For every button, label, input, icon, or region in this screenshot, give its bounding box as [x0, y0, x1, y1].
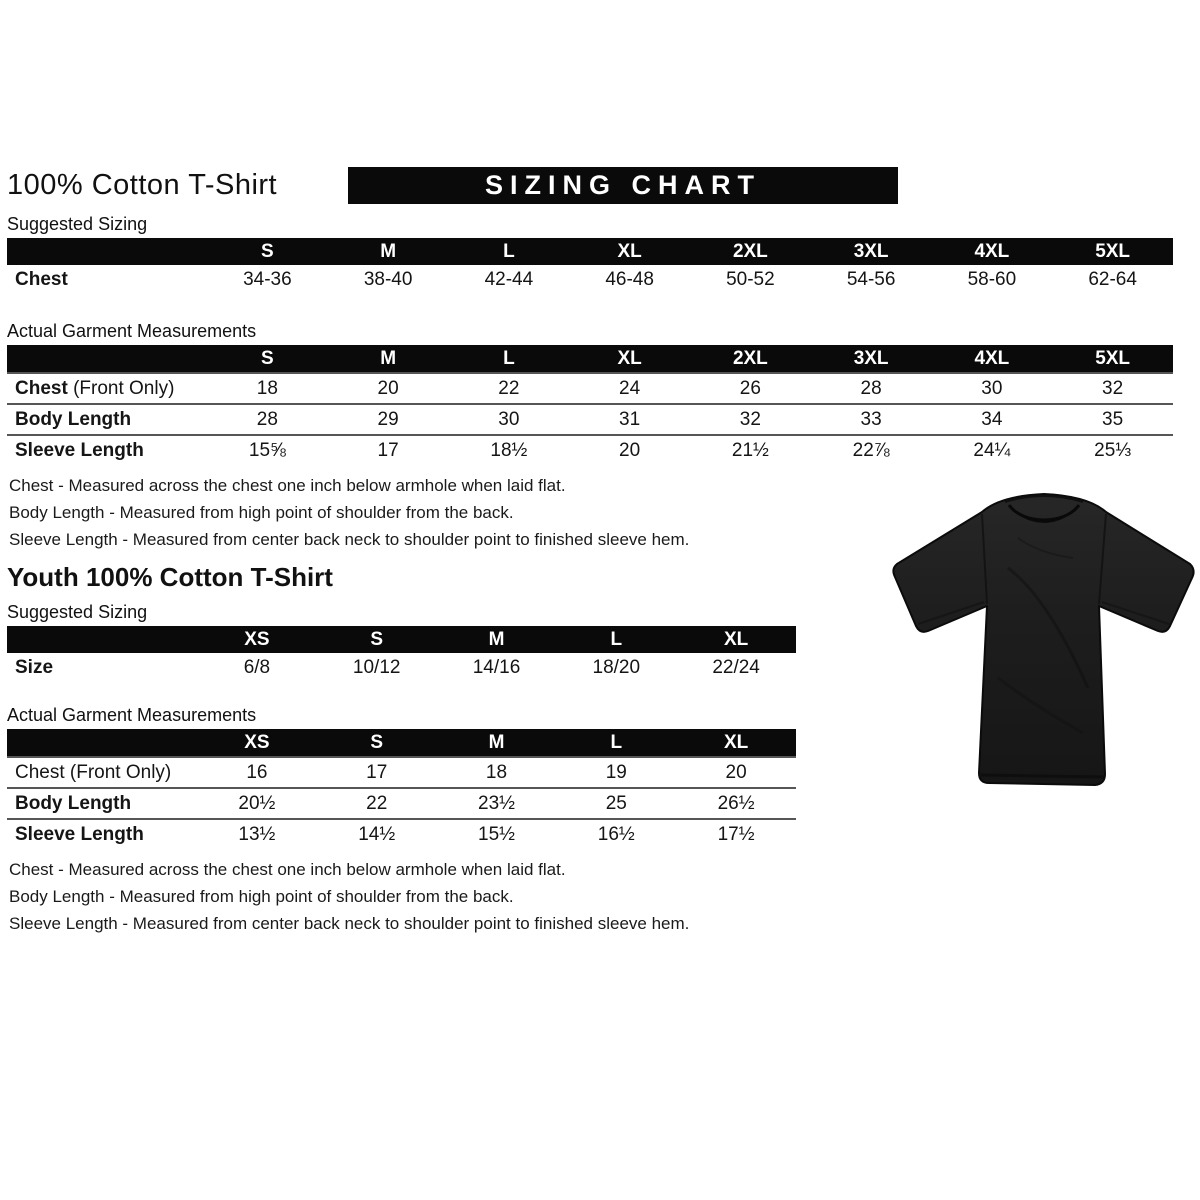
column-header: 5XL: [1052, 345, 1173, 373]
value-cell: 23½: [437, 788, 557, 819]
value-cell: 46-48: [605, 269, 654, 290]
column-header: M: [437, 626, 557, 653]
sizing-chart-banner: SIZING CHART: [348, 167, 898, 204]
value-cell: 25⅓: [1052, 435, 1173, 465]
row-label: Chest: [15, 269, 68, 290]
column-header: XL: [676, 729, 796, 757]
row-label: Sleeve Length: [7, 819, 197, 849]
value-cell: 26: [690, 373, 811, 404]
header-spacer: [7, 345, 207, 373]
column-header: 3XL: [811, 345, 932, 373]
note-line: Sleeve Length - Measured from center back neck to shoulder point to finished sleeve hem.: [9, 914, 690, 933]
value-cell: 15½: [437, 819, 557, 849]
header-spacer: [7, 238, 207, 265]
adult-suggested-sizing-table: [7, 238, 1173, 295]
value-cell: 21½: [690, 435, 811, 465]
value-cell: 22: [449, 373, 570, 404]
value-cell: 22: [317, 788, 437, 819]
value-cell: 15⅝: [207, 435, 328, 465]
row-label: Body Length: [7, 404, 207, 435]
column-header: XS: [197, 729, 317, 757]
value-cell: 20: [328, 373, 449, 404]
header-row: [7, 166, 1193, 204]
value-cell: 30: [449, 404, 570, 435]
note-line: Chest - Measured across the chest one inch below armhole when laid flat.: [9, 860, 566, 879]
column-header: M: [437, 729, 557, 757]
value-cell: 31: [569, 404, 690, 435]
value-cell: 29: [328, 404, 449, 435]
column-header: S: [317, 626, 437, 653]
value-cell: 34: [932, 404, 1053, 435]
value-cell: 35: [1052, 404, 1173, 435]
value-cell: 24: [569, 373, 690, 404]
value-cell: 28: [207, 404, 328, 435]
column-header: 4XL: [932, 345, 1053, 373]
table-row: [7, 404, 1173, 435]
youth-measurement-notes: [7, 861, 1193, 932]
column-header: S: [317, 729, 437, 757]
value-cell: 10/12: [352, 657, 401, 678]
value-cell: 28: [811, 373, 932, 404]
value-cell: 18½: [449, 435, 570, 465]
value-cell: 26½: [676, 788, 796, 819]
value-cell: 38-40: [363, 269, 413, 290]
column-header: M: [328, 238, 449, 265]
value-cell: 32: [690, 404, 811, 435]
value-cell: 62-64: [1088, 269, 1137, 290]
adult-actual-measurements-table: [7, 345, 1173, 465]
value-cell: 18: [437, 757, 557, 788]
youth-actual-measurements-table: [7, 729, 796, 849]
column-header: M: [328, 345, 449, 373]
value-cell: 20½: [197, 788, 317, 819]
value-cell: 18: [207, 373, 328, 404]
header-spacer: [7, 729, 197, 757]
note-line: Body Length - Measured from high point of shoulder from the back.: [9, 887, 514, 906]
column-header: S: [207, 345, 328, 373]
column-header: L: [556, 626, 676, 653]
value-cell: 33: [811, 404, 932, 435]
youth-suggested-sizing-heading: Suggested Sizing: [7, 602, 148, 622]
table-row: [7, 435, 1173, 465]
column-header: 5XL: [1052, 238, 1173, 265]
value-cell: 34-36: [243, 269, 292, 290]
value-cell: 20: [569, 435, 690, 465]
table-row: [7, 757, 796, 788]
column-header: S: [207, 238, 328, 265]
adult-actual-measurements-heading: Actual Garment Measurements: [7, 321, 257, 341]
column-header: 4XL: [932, 238, 1053, 265]
value-cell: 14/16: [472, 657, 521, 678]
value-cell: 14½: [317, 819, 437, 849]
t-shirt-graphic: [888, 478, 1200, 808]
value-cell: 30: [932, 373, 1053, 404]
value-cell: 22⅞: [811, 435, 932, 465]
youth-actual-measurements-heading: Actual Garment Measurements: [7, 705, 257, 725]
column-header: XS: [197, 626, 317, 653]
value-cell: 18/20: [592, 657, 641, 678]
value-cell: 32: [1052, 373, 1173, 404]
column-header: L: [449, 345, 570, 373]
youth-suggested-sizing-table: [7, 626, 796, 683]
page-title: 100% Cotton T-Shirt: [7, 169, 278, 201]
column-header: 2XL: [690, 345, 811, 373]
table-row: [7, 373, 1173, 404]
value-cell: 42-44: [484, 269, 534, 290]
value-cell: 6/8: [243, 657, 271, 678]
value-cell: 16: [197, 757, 317, 788]
product-photo: [888, 478, 1200, 808]
value-cell: 50-52: [726, 269, 775, 290]
value-cell: 22/24: [712, 657, 760, 678]
column-header: XL: [569, 238, 690, 265]
table-row: [7, 653, 796, 683]
table-row: [7, 265, 1173, 295]
column-header: 2XL: [690, 238, 811, 265]
column-header: XL: [676, 626, 796, 653]
row-label: Chest (Front Only): [7, 757, 197, 788]
value-cell: 16½: [556, 819, 676, 849]
value-cell: 24¼: [932, 435, 1053, 465]
value-cell: 58-60: [967, 269, 1017, 290]
value-cell: 19: [556, 757, 676, 788]
column-header: XL: [569, 345, 690, 373]
value-cell: 20: [676, 757, 796, 788]
youth-title: Youth 100% Cotton T-Shirt: [7, 562, 333, 592]
column-header: 3XL: [811, 238, 932, 265]
row-label: Size: [15, 657, 54, 678]
value-cell: 17: [317, 757, 437, 788]
value-cell: 17½: [676, 819, 796, 849]
value-cell: 13½: [197, 819, 317, 849]
note-line: Sleeve Length - Measured from center back neck to shoulder point to finished sleeve hem.: [9, 530, 690, 549]
adult-suggested-sizing-heading: Suggested Sizing: [7, 214, 148, 234]
value-cell: 25: [556, 788, 676, 819]
table-row: [7, 788, 796, 819]
column-header: L: [449, 238, 570, 265]
row-label: Sleeve Length: [7, 435, 207, 465]
table-row: [7, 819, 796, 849]
header-spacer: [7, 626, 197, 653]
note-line: Chest - Measured across the chest one inch below armhole when laid flat.: [9, 476, 566, 495]
column-header: L: [556, 729, 676, 757]
row-label: Chest (Front Only): [7, 373, 207, 404]
row-label: Body Length: [7, 788, 197, 819]
value-cell: 17: [328, 435, 449, 465]
note-line: Body Length - Measured from high point of shoulder from the back.: [9, 503, 514, 522]
value-cell: 54-56: [846, 269, 896, 290]
